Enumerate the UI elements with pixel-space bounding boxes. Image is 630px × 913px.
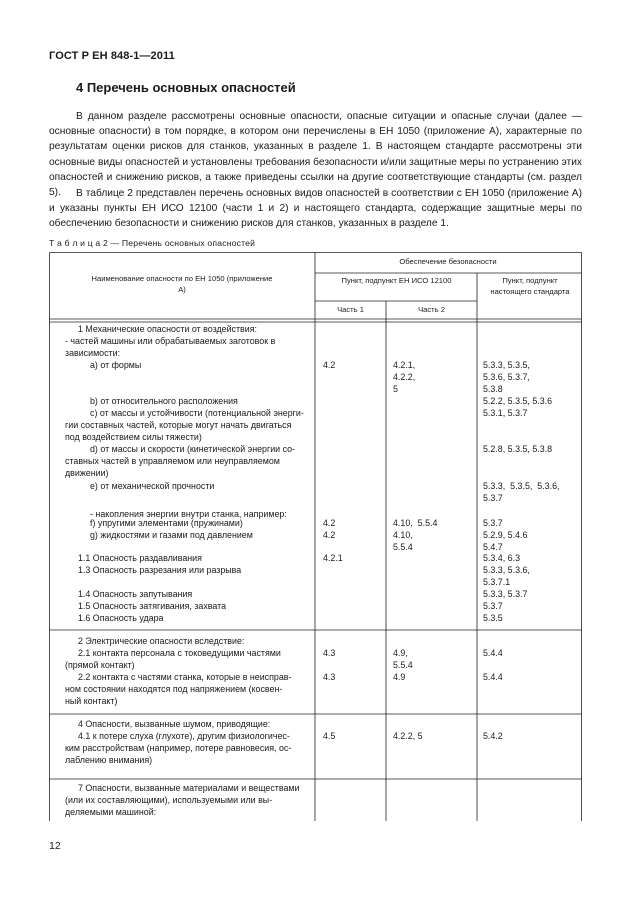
hazard-cell: гии составных частей, которые могут начать двигаться: [65, 420, 292, 430]
hazard-cell: 2.2 контакта с частями станка, которые в неисправ-: [78, 672, 292, 682]
iso-part2-cell: 5.5.4: [393, 542, 413, 552]
hazard-cell: 1.1 Опасность раздавливания: [78, 553, 202, 563]
standard-clause-cell: 5.3.7: [483, 601, 503, 611]
standard-clause-cell: 5.3.6, 5.3.7,: [483, 372, 530, 382]
iso-part1-cell: 4.2.1: [323, 553, 343, 563]
hazard-cell: е) от механической прочности: [90, 481, 215, 491]
standard-clause-cell: 5.2.8, 5.3.5, 5.3.8: [483, 444, 553, 454]
standard-clause-cell: 5.3.5: [483, 613, 503, 623]
hazard-cell: ный контакт): [65, 696, 118, 706]
iso-part2-cell: 4.9,: [393, 648, 408, 658]
standard-clause-cell: 5.4.2: [483, 731, 503, 741]
header-part1: Часть 1: [337, 305, 364, 314]
iso-part1-cell: 4.5: [323, 731, 336, 741]
hazard-cell: 1.4 Опасность запутывания: [78, 589, 193, 599]
standard-clause-cell: 5.4.4: [483, 648, 503, 658]
hazards-table: [49, 252, 582, 821]
iso-part1-cell: 4.3: [323, 648, 336, 658]
standard-clause-cell: 5.3.7.1: [483, 577, 511, 587]
standard-clause-cell: 5.3.1, 5.3.7: [483, 408, 528, 418]
standard-clause-cell: 5.3.3, 5.3.7: [483, 589, 528, 599]
hazard-cell: 1 Механические опасности от воздействия:: [78, 324, 257, 334]
standard-clause-cell: 5.3.3, 5.3.5,: [483, 360, 530, 370]
hazard-cell: 1.3 Опасность разрезания или разрыва: [78, 565, 242, 575]
iso-part2-cell: 4.2.2,: [393, 372, 416, 382]
standard-clause-cell: 5.3.3, 5.3.6,: [483, 565, 530, 575]
standard-clause-cell: 5.3.3, 5.3.5, 5.3.6,: [483, 481, 560, 491]
iso-part1-cell: 4.2: [323, 518, 336, 528]
iso-part1-cell: 4.3: [323, 672, 336, 682]
iso-part2-cell: 4.2.2, 5: [393, 731, 423, 741]
hazard-cell: а) от формы: [90, 360, 142, 370]
hazard-cell: под воздействием силы тяжести): [65, 432, 202, 442]
iso-part2-cell: 5.5.4: [393, 660, 413, 670]
standard-clause-cell: 5.3.7: [483, 493, 503, 503]
iso-part2-cell: 4.2.1,: [393, 360, 416, 370]
hazard-cell: 4 Опасности, вызванные шумом, приводящие:: [78, 719, 271, 729]
header-safety: Обеспечение безопасности: [399, 257, 497, 266]
hazard-cell: ном состоянии находятся под напряжением (косвен-: [65, 684, 283, 694]
header-this-standard: Пункт, подпункт настоящего стандарта: [490, 276, 570, 296]
hazard-cell: - накопления энергии внутри станка, например:: [90, 509, 287, 519]
header-part2: Часть 2: [418, 305, 445, 314]
hazard-cell: 7 Опасности, вызванные материалами и веществами: [78, 783, 300, 793]
hazard-cell: d) от массы и скорости (кинетической энергии со-: [90, 444, 296, 454]
paragraph-intro: В данном разделе рассмотрены основные опасности, опасные ситуации и опасные случаи (далее — основные опасности) в том порядке, в котором они перечислены в ЕН 1050 (приложение А), характерные по результатам оценки рисков для станков, указанных в разделе 1. В настоящем стандарте рассмотрены эти основные виды опасностей и установлены требования безопасности и/или защитные меры по устранению этих опасностей и снижению рисков, а также приведены ссылки на другие соответствующие стандарты (см. раздел 5).: [49, 111, 582, 199]
hazard-cell: 1.6 Опасность удара: [78, 613, 164, 623]
hazard-cell: (или их составляющими), используемыми или вы-: [65, 795, 273, 805]
hazard-cell: движении): [65, 468, 109, 478]
hazard-cell: зависимости:: [65, 348, 121, 358]
page-number: 12: [49, 840, 61, 852]
iso-part1-cell: 4.2: [323, 530, 336, 540]
hazard-cell: g) жидкостями и газами под давлением: [90, 530, 253, 540]
hazard-cell: 1.5 Опасность затягивания, захвата: [78, 601, 227, 611]
iso-part2-cell: 5: [393, 384, 398, 394]
header-iso: Пункт, подпункт ЕН ИСО 12100: [341, 276, 452, 285]
header-hazard: Наименование опасности по ЕН 1050 (приложение А): [91, 274, 273, 294]
standard-clause-cell: 5.3.7: [483, 518, 503, 528]
hazard-cell: ставных частей в управляемом или неуправляемом: [65, 456, 280, 466]
hazard-cell: 2.1 контакта персонала с токоведущими частями: [78, 648, 281, 658]
section-title: 4 Перечень основных опасностей: [76, 80, 296, 95]
hazard-cell: деляемыми машиной:: [65, 807, 157, 817]
table-caption: Т а б л и ц а 2 — Перечень основных опасностей: [49, 238, 256, 248]
standard-clause-cell: 5.4.7: [483, 542, 503, 552]
standard-clause-cell: 5.4.4: [483, 672, 503, 682]
standard-clause-cell: 5.2.9, 5.4.6: [483, 530, 528, 540]
document-id: ГОСТ Р ЕН 848-1—2011: [49, 50, 175, 62]
hazard-cell: 2 Электрические опасности вследствие:: [78, 636, 245, 646]
hazard-cell: f) упругими элементами (пружинами): [90, 518, 243, 528]
iso-part2-cell: 4.10, 5.5.4: [393, 518, 438, 528]
paragraph-table-ref: В таблице 2 представлен перечень основных видов опасностей в соответствии с ЕН 1050 (приложение А) и указаны пункты ЕН ИСО 12100 (части 1 и 2) и настоящего стандарта, содержащие защитные меры по обеспечению безопасности и снижению рисков для станков, указанных в разделе 1.: [49, 188, 582, 230]
iso-part1-cell: 4.2: [323, 360, 336, 370]
standard-clause-cell: 5.2.2, 5.3.5, 5.3.6: [483, 396, 553, 406]
hazard-cell: лаблению внимания): [65, 755, 153, 765]
hazard-cell: b) от относительного расположения: [90, 396, 238, 406]
hazard-cell: (прямой контакт): [65, 660, 135, 670]
hazard-cell: - частей машины или обрабатываемых заготовок в: [65, 336, 276, 346]
hazard-cell: с) от массы и устойчивости (потенциальной энерги-: [90, 408, 304, 418]
iso-part2-cell: 4.9: [393, 672, 406, 682]
iso-part2-cell: 4.10,: [393, 530, 413, 540]
hazard-cell: ким расстройствам (например, потере равновесия, ос-: [65, 743, 292, 753]
hazard-cell: 4.1 к потере слуха (глухоте), другим физиологичес-: [78, 731, 290, 741]
standard-clause-cell: 5.3.8: [483, 384, 503, 394]
standard-clause-cell: 5.3.4, 6.3: [483, 553, 521, 563]
